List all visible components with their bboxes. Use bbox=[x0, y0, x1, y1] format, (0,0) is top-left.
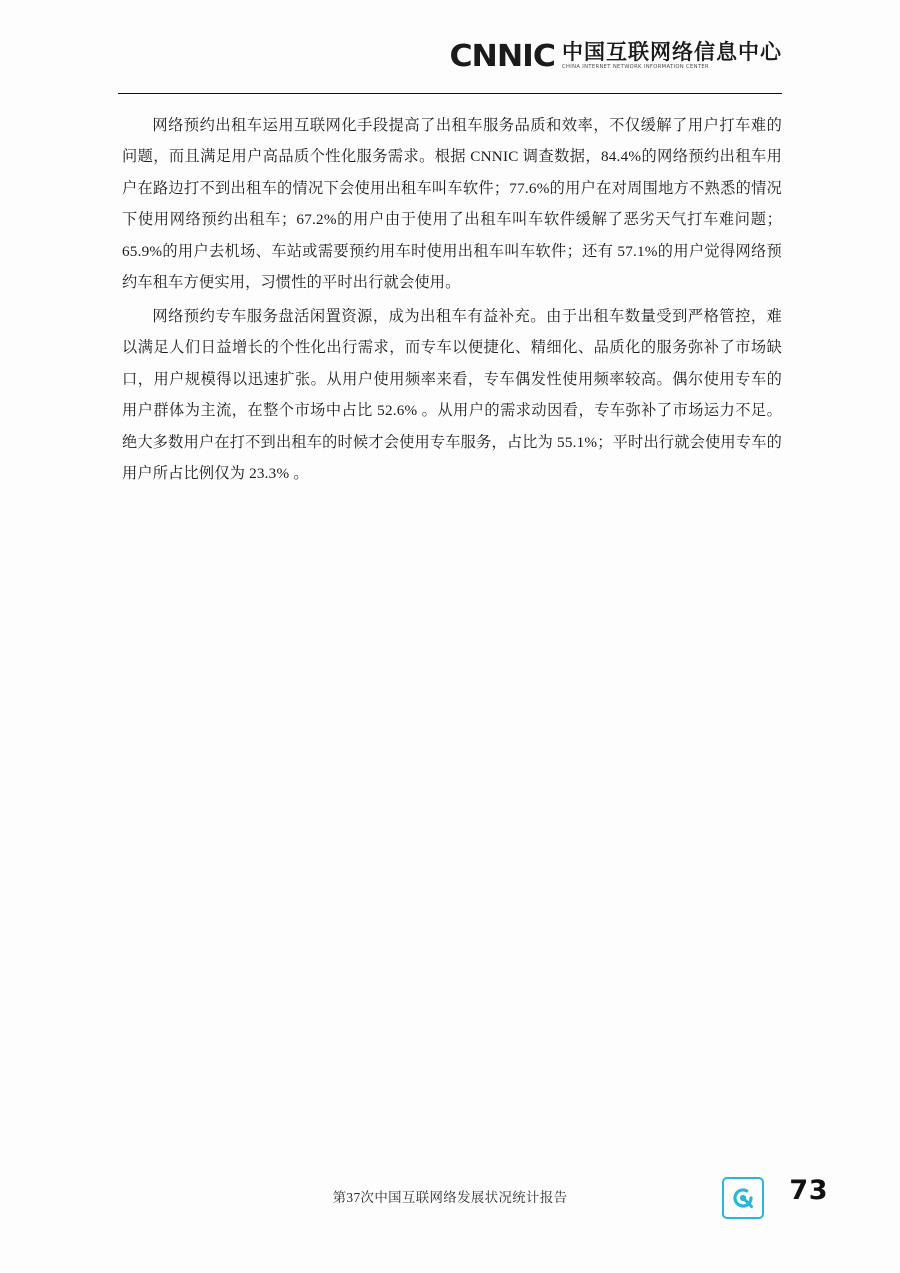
page-footer bbox=[0, 1175, 900, 1221]
document-body bbox=[122, 110, 782, 492]
page-number: 73 bbox=[789, 1175, 828, 1206]
organization-name bbox=[562, 42, 782, 72]
cnnic-logo bbox=[449, 39, 782, 75]
paragraph: 网络预约出租车运用互联网化手段提高了出租车服务品质和效率，不仅缓解了用户打车难的问题，而且满足用户高品质个性化服务需求。根据 CNNIC 调查数据，84.4%的网络预约出租车用户在路边打不到出租车的情况下会使用出租车叫车软件；77.6%的用户在对周围地方不熟悉的情况下使用网络预约出租车；67.2%的用户由于使用了出租车叫车软件缓解了恶劣天气打车难问题；65.9%的用户去机场、车站或需要预约用车时使用出租车叫车软件；还有 57.1%的用户觉得网络预约车租车方便实用，习惯性的平时出行就会使用。 bbox=[122, 117, 782, 292]
header-divider bbox=[118, 93, 782, 94]
cnnic-seal-icon bbox=[722, 1177, 764, 1219]
paragraph: 网络预约专车服务盘活闲置资源，成为出租车有益补充。由于出租车数量受到严格管控，难以满足人们日益增长的个性化出行需求，而专车以便捷化、精细化、品质化的服务弥补了市场缺口，用户规模得以迅速扩张。从用户使用频率来看，专车偶发性使用频率较高。偶尔使用专车的用户群体为主流，在整个市场中占比 52.6% 。从用户的需求动因看，专车弥补了市场运力不足。绝大多数用户在打不到出租车的时候才会使用专车服务，占比为 55.1%；平时出行就会使用专车的用户所占比例仅为 23.3% 。 bbox=[122, 307, 782, 483]
cnnic-wordmark-icon: CNNIC bbox=[449, 39, 555, 75]
organization-name-en: CHINA INTERNET NETWORK INFORMATION CENTER bbox=[562, 64, 709, 70]
organization-name-cn: 中国互联网络信息中心 bbox=[562, 40, 782, 64]
footer-report-title: 第37次中国互联网络发展状况统计报告 bbox=[332, 1190, 568, 1205]
page-header bbox=[118, 39, 782, 94]
